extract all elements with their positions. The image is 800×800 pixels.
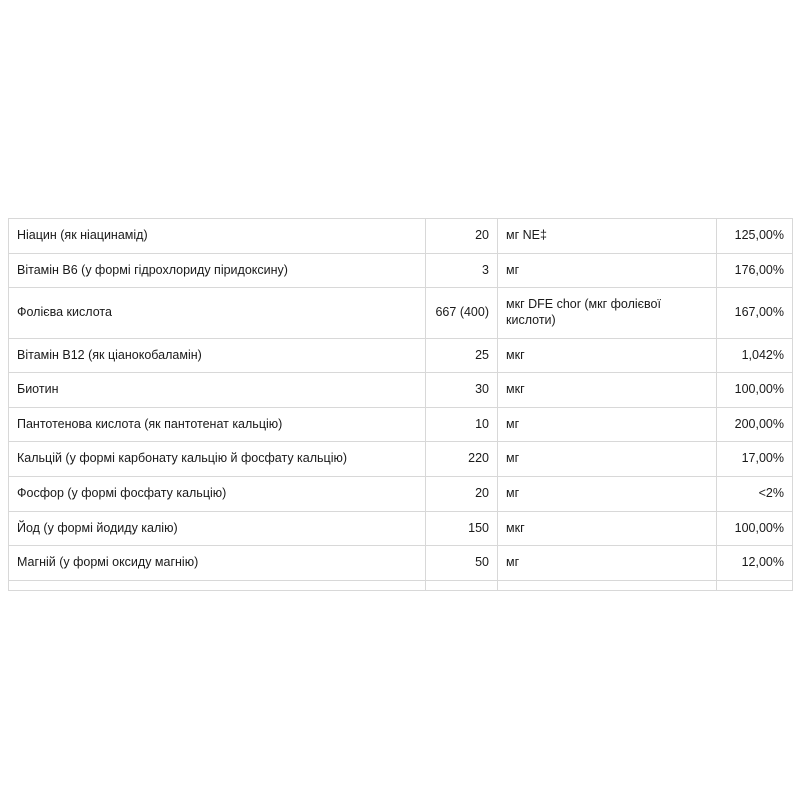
table-row <box>9 477 793 512</box>
nutrient-unit: мкг <box>498 373 717 408</box>
nutrient-name-empty <box>9 580 426 590</box>
nutrient-daily-value: 125,00% <box>717 219 793 254</box>
nutrient-unit: мг <box>498 442 717 477</box>
table-row <box>9 219 793 254</box>
nutrition-facts-table <box>8 218 793 591</box>
nutrient-name: Йод (у формі йодиду калію) <box>9 511 426 546</box>
nutrient-name: Кальцій (у формі карбонату кальцію й фосфату кальцію) <box>9 442 426 477</box>
nutrient-name: Биотин <box>9 373 426 408</box>
nutrition-table-container <box>8 218 792 591</box>
nutrient-amount: 150 <box>426 511 498 546</box>
nutrient-amount: 25 <box>426 338 498 373</box>
nutrient-daily-value: 176,00% <box>717 253 793 288</box>
nutrient-unit: мг <box>498 253 717 288</box>
nutrient-amount: 30 <box>426 373 498 408</box>
nutrient-daily-value: 100,00% <box>717 373 793 408</box>
table-row <box>9 253 793 288</box>
nutrient-amount-empty <box>426 580 498 590</box>
table-row <box>9 546 793 581</box>
nutrient-unit: мг <box>498 407 717 442</box>
nutrient-daily-value-empty <box>717 580 793 590</box>
nutrient-unit: мкг <box>498 338 717 373</box>
table-row-partial <box>9 580 793 590</box>
table-row <box>9 442 793 477</box>
nutrient-unit: мг <box>498 477 717 512</box>
nutrient-daily-value: 12,00% <box>717 546 793 581</box>
nutrition-table-body <box>9 219 793 591</box>
nutrient-daily-value: 1,042% <box>717 338 793 373</box>
nutrient-amount: 10 <box>426 407 498 442</box>
nutrient-name: Ніацин (як ніацинамід) <box>9 219 426 254</box>
nutrient-unit-empty <box>498 580 717 590</box>
nutrient-daily-value: 17,00% <box>717 442 793 477</box>
nutrient-name: Магній (у формі оксиду магнію) <box>9 546 426 581</box>
nutrient-unit: мг <box>498 546 717 581</box>
table-row <box>9 511 793 546</box>
nutrient-amount: 220 <box>426 442 498 477</box>
table-row <box>9 373 793 408</box>
table-row <box>9 338 793 373</box>
nutrient-amount: 20 <box>426 219 498 254</box>
nutrient-daily-value: 100,00% <box>717 511 793 546</box>
nutrient-name: Вітамін B12 (як ціанокобаламін) <box>9 338 426 373</box>
nutrient-name: Фосфор (у формі фосфату кальцію) <box>9 477 426 512</box>
nutrient-name: Фолієва кислота <box>9 288 426 338</box>
nutrient-amount: 20 <box>426 477 498 512</box>
nutrient-daily-value: 167,00% <box>717 288 793 338</box>
table-row <box>9 407 793 442</box>
nutrient-daily-value: 200,00% <box>717 407 793 442</box>
table-row <box>9 288 793 338</box>
nutrient-name: Пантотенова кислота (як пантотенат кальцію) <box>9 407 426 442</box>
nutrient-unit: мг NE‡ <box>498 219 717 254</box>
nutrient-amount: 3 <box>426 253 498 288</box>
nutrient-name: Вітамін B6 (у формі гідрохлориду піридоксину) <box>9 253 426 288</box>
nutrient-unit: мкг <box>498 511 717 546</box>
nutrient-amount: 50 <box>426 546 498 581</box>
nutrient-amount: 667 (400) <box>426 288 498 338</box>
nutrient-unit: мкг DFE chor (мкг фолієвої кислоти) <box>498 288 717 338</box>
nutrient-daily-value: <2% <box>717 477 793 512</box>
